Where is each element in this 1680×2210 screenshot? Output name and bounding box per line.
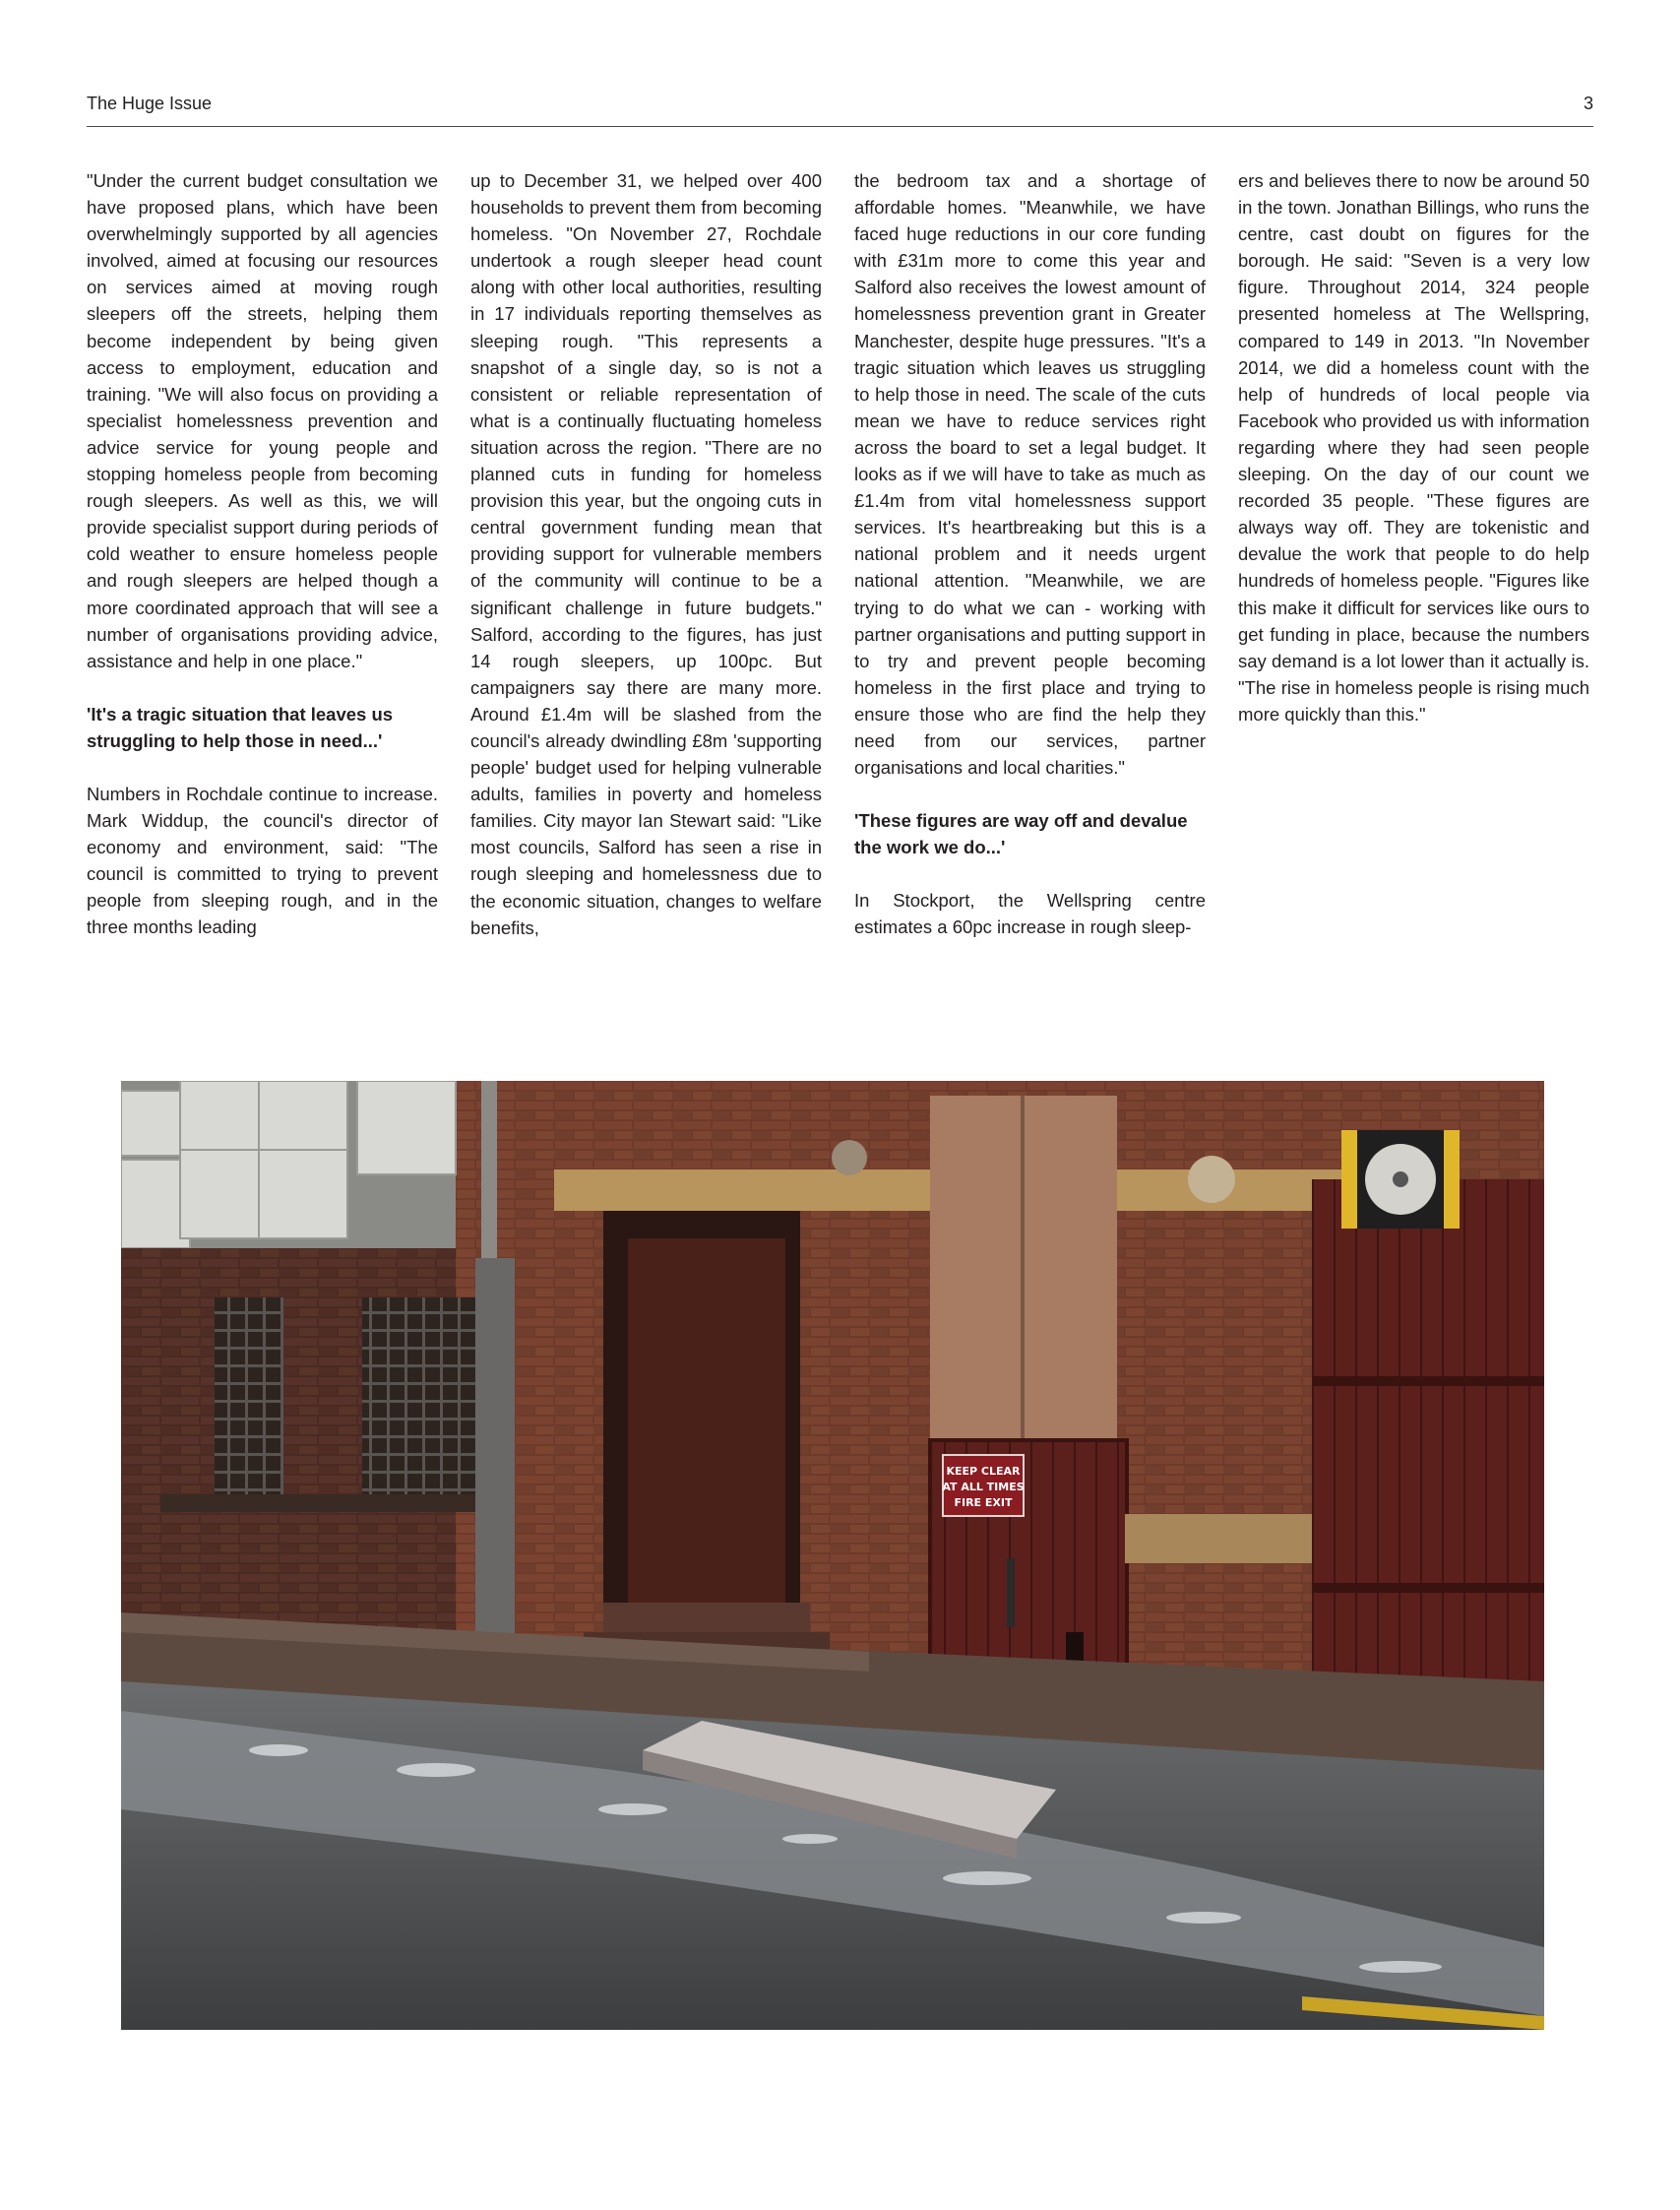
paragraph: "Under the current budget consultation we have proposed plans, which have been overwhelmingly supported by all agencies involved, aimed at focusing our resources on services aimed at moving rough sleepers off the streets, helping them become independent by being given access to employment, education and training. "We will also focus on providing a specialist homelessness prevention and advice service for young people and stopping homeless people from becoming rough sleepers. As well as this, we will provide specialist support during periods of cold weather to ensure homeless people and rough sleepers are helped though a more coordinated approach that will see a number of organisations providing advice, assistance and help in one place." xyxy=(87,170,438,671)
paragraph: up to December 31, we helped over 400 households to prevent them from becoming homeless. "On November 27, Rochdale undertook a rough sleeper head count along with other local authorities, resulting in 17 individuals reporting themselves as sleeping rough. "This represents a snapshot of a single day, so is not a consistent or reliable representation of what is a continually fluctuating homeless situation across the region. "There are no planned cuts in funding for homeless provision this year, but the ongoing cuts in central government funding mean that providing support for vulnerable members of the community will continue to be a significant challenge in future budgets." Salford, according to the figures, has just 14 rough sleepers, up 100pc. But campaigners say there are many more. Around £1.4m will be slashed from the council's already dwindling £8m 'supporting people' budget used for helping vulnerable adults, families in poverty and homeless families. City mayor Ian Stewart said: "Like most councils, Salford has seen a rise in rough sleeping and homelessness due to the economic situation, changes to welfare benefits, xyxy=(470,170,822,938)
sign-line-1: KEEP CLEAR xyxy=(946,1465,1021,1478)
article-column-1 xyxy=(87,167,438,994)
subheading: 'These figures are way off and devalue the work we do...' xyxy=(854,810,1188,858)
page-number: 3 xyxy=(1583,94,1593,113)
sign-line-3: FIRE EXIT xyxy=(954,1496,1013,1509)
paragraph: Numbers in Rochdale continue to increase. Mark Widdup, the council's director of economy and environment, said: "The council is committed to trying to prevent people from sleeping rough, and in the three months leading xyxy=(87,783,438,938)
article-column-2 xyxy=(470,167,822,994)
page-header xyxy=(87,91,1593,127)
alley-photo xyxy=(121,1081,1544,2030)
article-column-4 xyxy=(1238,167,1589,994)
article-columns xyxy=(87,167,1591,994)
article-column-3 xyxy=(854,167,1206,994)
sign-line-2: AT ALL TIMES xyxy=(942,1481,1025,1493)
paragraph: In Stockport, the Wellspring centre estimates a 60pc increase in rough sleep- xyxy=(854,890,1206,938)
subheading: 'It's a tragic situation that leaves us struggling to help those in need...' xyxy=(87,703,394,751)
publication-title: The Huge Issue xyxy=(87,94,213,113)
paragraph: ers and believes there to now be around 50 in the town. Jonathan Billings, who runs the centre, cast doubt on figures for the borough. He said: "Seven is a very low figure. Throughout 2014, 324 people presented homeless at The Wellspring, compared to 149 in 2013. "In November 2014, we did a homeless count with the help of hundreds of local people via Facebook who provided us with information regarding where they had seen people sleeping. On the day of our count we recorded 35 people. "These figures are always way off. They are tokenistic and devalue the work that people to do help hundreds of homeless people. "Figures like this make it difficult for services like ours to get funding in place, because the numbers say demand is a lot lower than it actually is. "The rise in homeless people is rising much more quickly than this." xyxy=(1238,170,1589,725)
paragraph: the bedroom tax and a shortage of affordable homes. "Meanwhile, we have faced huge reductions in our core funding with £31m more to come this year and Salford also receives the lowest amount of homelessness prevention grant in Greater Manchester, despite huge pressures. "It's a tragic situation which leaves us struggling to help those in need. The scale of the cuts mean we have to reduce services right across the board to set a legal budget. It looks as if we will have to take as much as £1.4m from vital homelessness support services. It's heartbreaking but this is a national problem and it needs urgent national attention. "Meanwhile, we are trying to do what we can - working with partner organisations and putting support in to try and prevent people becoming homeless in the first place and trying to ensure those who are find the help they need from our services, partner organisations and local charities." xyxy=(854,170,1206,779)
